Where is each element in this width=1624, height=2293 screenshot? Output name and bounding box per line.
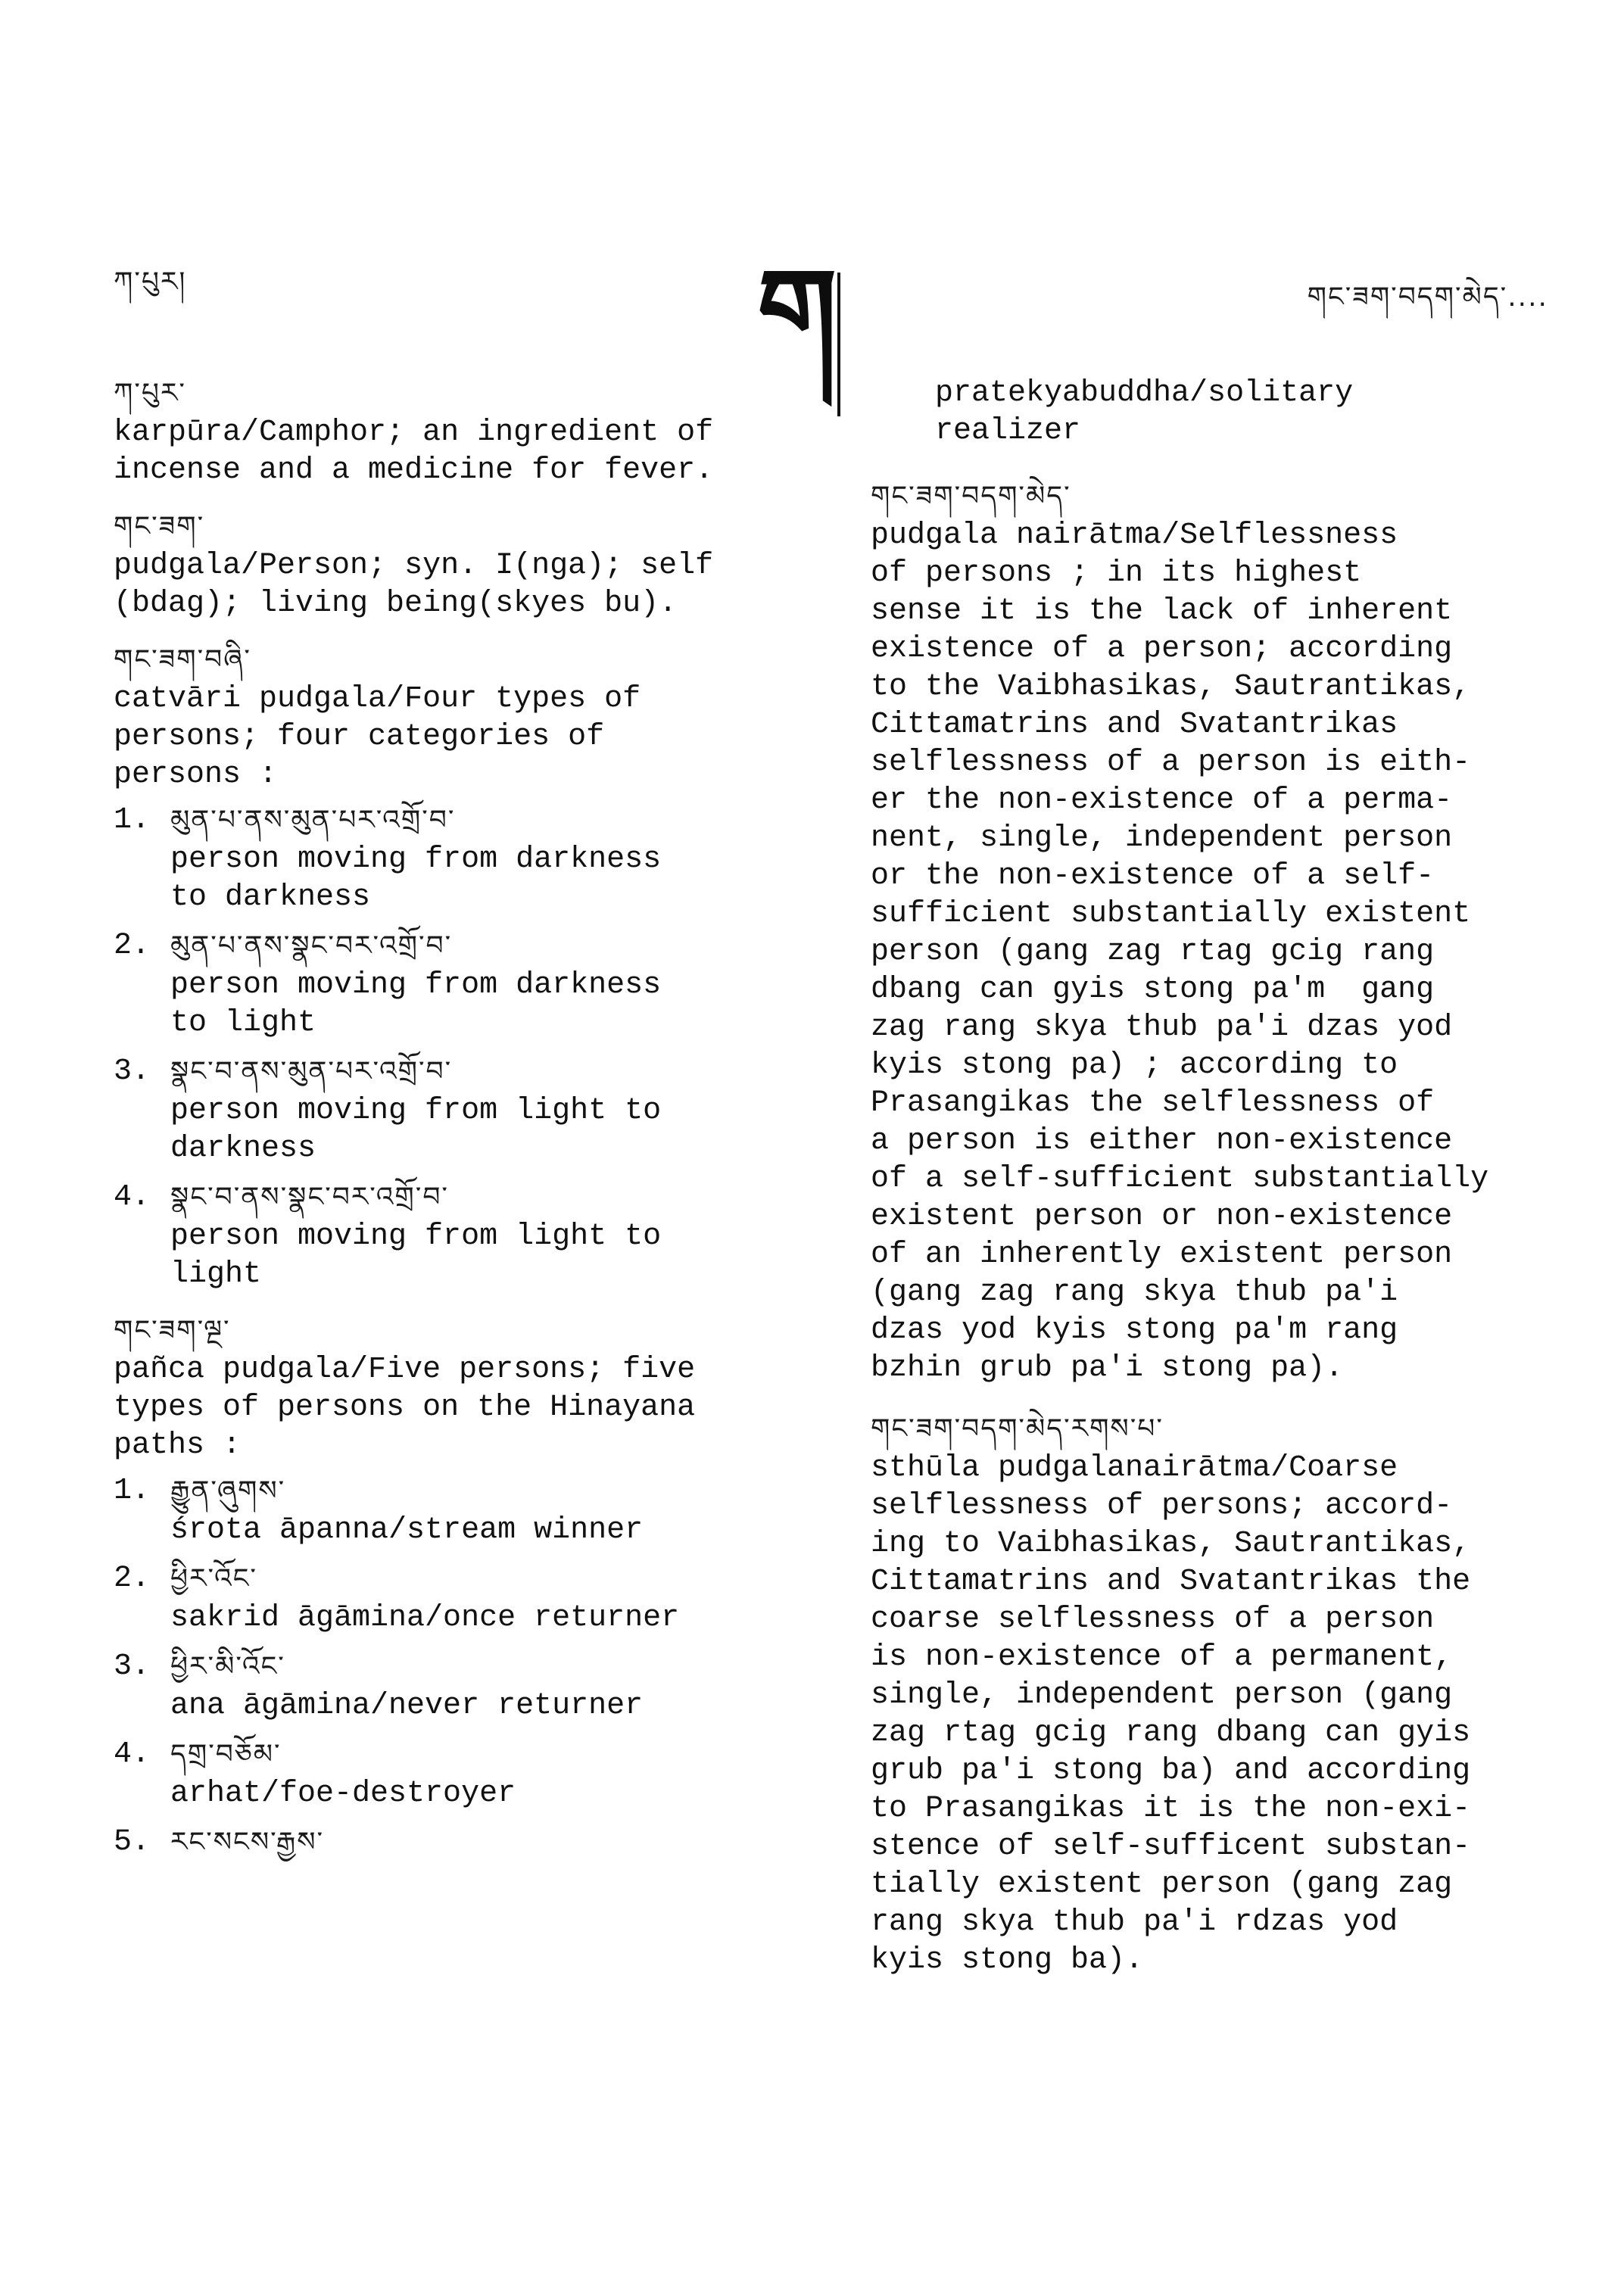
entry-text-line: pudgala nairātma/Selflessness [871,519,1398,553]
list-item-text: person moving from light to [170,1220,662,1254]
list-item-text: to light [170,1006,316,1040]
entry-headword-tibetan: གང་ཟག་བདག་མེད་ [871,481,1071,512]
list-item-number: 3. [114,1650,151,1684]
entry-text-line: Cittamatrins and Svatantrikas the [871,1565,1471,1599]
list-item [114,1179,795,1294]
entry-catvari-pudgala [114,641,795,1294]
entry-text-line: realizer [935,414,1081,448]
list-item-text: ana āgāmina/never returner [170,1689,644,1723]
list-item-number: 3. [114,1055,151,1089]
list-item-tibetan: རྒྱུན་ཞུགས་ [170,1475,286,1506]
list-item [114,1472,795,1550]
entry-headword-tibetan: གང་ཟག་ལྔ་ [114,1315,231,1346]
entry-text-line: persons; four categories of [114,720,605,754]
entry-text-line: tially existent person (gang zag [871,1868,1453,1902]
entry-text-line: (bdag); living being(skyes bu). [114,587,678,621]
list-item-tibetan: སྣང་བ་ནས་སྣང་བར་འགྲོ་བ་ [170,1182,449,1213]
list-item-text: light [170,1257,262,1291]
list-item-number: 1. [114,803,151,837]
entry-text-line: grub pa'i stong ba) and according [871,1754,1471,1788]
list-item-text: person moving from light to [170,1094,662,1128]
entry-text-line: ing to Vaibhasikas, Sautrantikas, [871,1527,1471,1561]
entry-sthula-pudgalanairatma [871,1410,1590,1980]
entry-panca-pudgala [114,1312,795,1863]
entry-text-line: existent person or non-existence [871,1200,1453,1234]
entry-text-line: types of persons on the Hinayana [114,1391,696,1425]
list-item [114,1053,795,1168]
entry-text-line: er the non-existence of a perma- [871,784,1453,818]
list-item-text: to darkness [170,880,371,914]
entry-headword-tibetan: གང་ཟག་བདག་མེད་རགས་པ་ [871,1413,1164,1444]
entry-text-line: Cittamatrins and Svatantrikas [871,708,1398,742]
entry-text-line: sthūla pudgalanairātma/Coarse [871,1451,1398,1485]
list-item-number: 4. [114,1180,151,1214]
entry-text-line: single, independent person (gang [871,1678,1453,1712]
list-item [114,1560,795,1637]
header-section-letter: ག [757,244,837,377]
entry-text-line: a person is either non-existence [871,1124,1453,1158]
entry-text-line: bzhin grub pa'i stong pa). [871,1351,1344,1385]
list-item-text: person moving from darkness [170,968,662,1002]
left-column [114,375,795,1881]
list-item-number: 2. [114,1562,151,1596]
list-item-text: arhat/foe-destroyer [170,1777,516,1811]
entry-continuation [871,375,1590,450]
entry-text-line: person (gang zag rtag gcig rang [871,935,1435,969]
list-item-number: 1. [114,1474,151,1508]
header-letter-stroke [837,273,840,416]
entry-text-line: of an inherently existent person [871,1238,1453,1272]
entry-text-line: nent, single, independent person [871,821,1453,855]
entry-text-line: or the non-existence of a self- [871,859,1435,893]
list-item-number: 4. [114,1737,151,1771]
list-item-number: 2. [114,929,151,963]
entry-text-line: is non-existence of a permanent, [871,1640,1453,1675]
entry-headword-tibetan: གང་ཟག་ [114,511,205,542]
entry-text-line: dzas yod kyis stong pa'm rang [871,1313,1398,1347]
list-item [114,802,795,917]
entry-text-line: of persons ; in its highest [871,556,1362,590]
entry-pudgala [114,508,795,623]
entry-text-line: pudgala/Person; syn. I(nga); self [114,549,714,583]
list-item [114,1736,795,1813]
header-left-tibetan: ཀ་པུར། [114,266,187,298]
entry-text-line: (gang zag rang skya thub pa'i [871,1276,1398,1310]
list-item [114,1824,795,1863]
entry-text-line: catvāri pudgala/Four types of [114,682,641,716]
entry-text-line: to Prasangikas it is the non-exi- [871,1792,1471,1826]
entry-text-line: dbang can gyis stong pa'm gang [871,973,1435,1007]
entry-text-line: zag rang skya thub pa'i dzas yod [871,1011,1453,1045]
entry-text-line: pratekyabuddha/solitary [935,376,1354,410]
entry-text-line: kyis stong pa) ; according to [871,1048,1398,1083]
entry-text-line: existence of a person; according [871,632,1453,666]
entry-headword-tibetan: ཀ་པུར་ [114,378,186,409]
entry-karpura [114,375,795,490]
entry-text-line: Prasangikas the selflessness of [871,1086,1435,1120]
entry-text-line: zag rtag gcig rang dbang can gyis [871,1716,1471,1750]
list-item-tibetan: དགྲ་བཅོམ་ [170,1739,282,1770]
entry-text-line: paths : [114,1428,242,1463]
list-item-text: śrota āpanna/stream winner [170,1513,644,1547]
right-column [871,375,1590,1998]
entry-text-line: stence of self-sufficent substan- [871,1830,1471,1864]
numbered-list [114,1472,795,1863]
entry-text-line: selflessness of a person is eith- [871,746,1471,780]
entry-text-line: kyis stong ba). [871,1943,1144,1977]
list-item-tibetan: སྣང་བ་ནས་མུན་པར་འགྲོ་བ་ [170,1056,453,1087]
entry-text-line: selflessness of persons; accord- [871,1489,1453,1523]
list-item-tibetan: རང་སངས་རྒྱས་ [170,1827,325,1858]
entry-text-line: incense and a medicine for fever. [114,453,714,488]
entry-text-line: persons : [114,758,278,792]
numbered-list [114,802,795,1294]
list-item-tibetan: ཕྱིར་འོང་ [170,1563,257,1594]
list-item-text: darkness [170,1132,316,1166]
entry-text-line: sense it is the lack of inherent [871,594,1453,628]
list-item [114,1648,795,1725]
list-item-tibetan: མུན་པ་ནས་མུན་པར་འགྲོ་བ་ [170,805,456,836]
list-item-tibetan: མུན་པ་ནས་སྣང་བར་འགྲོ་བ་ [170,930,453,961]
header-right-tibetan: གང་ཟག་བདག་མེད་.... [1307,282,1548,313]
entry-text-line: of a self-sufficient substantially [871,1162,1489,1196]
list-item-text: sakrid āgāmina/once returner [170,1601,680,1635]
entry-text-line: karpūra/Camphor; an ingredient of [114,416,714,450]
entry-text-line: sufficient substantially existent [871,897,1471,931]
list-item-text: person moving from darkness [170,843,662,877]
entry-text-line: rang skya thub pa'i rdzas yod [871,1905,1398,1939]
entry-text-line: to the Vaibhasikas, Sautrantikas, [871,670,1471,704]
list-item [114,927,795,1042]
entry-text-line: coarse selflessness of a person [871,1603,1435,1637]
list-item-number: 5. [114,1825,151,1859]
entry-pudgala-nairatma [871,478,1590,1388]
entry-headword-tibetan: གང་ཟག་བཞི་ [114,644,251,675]
list-item-tibetan: ཕྱིར་མི་འོང་ [170,1651,285,1682]
entry-text-line: pañca pudgala/Five persons; five [114,1353,696,1387]
